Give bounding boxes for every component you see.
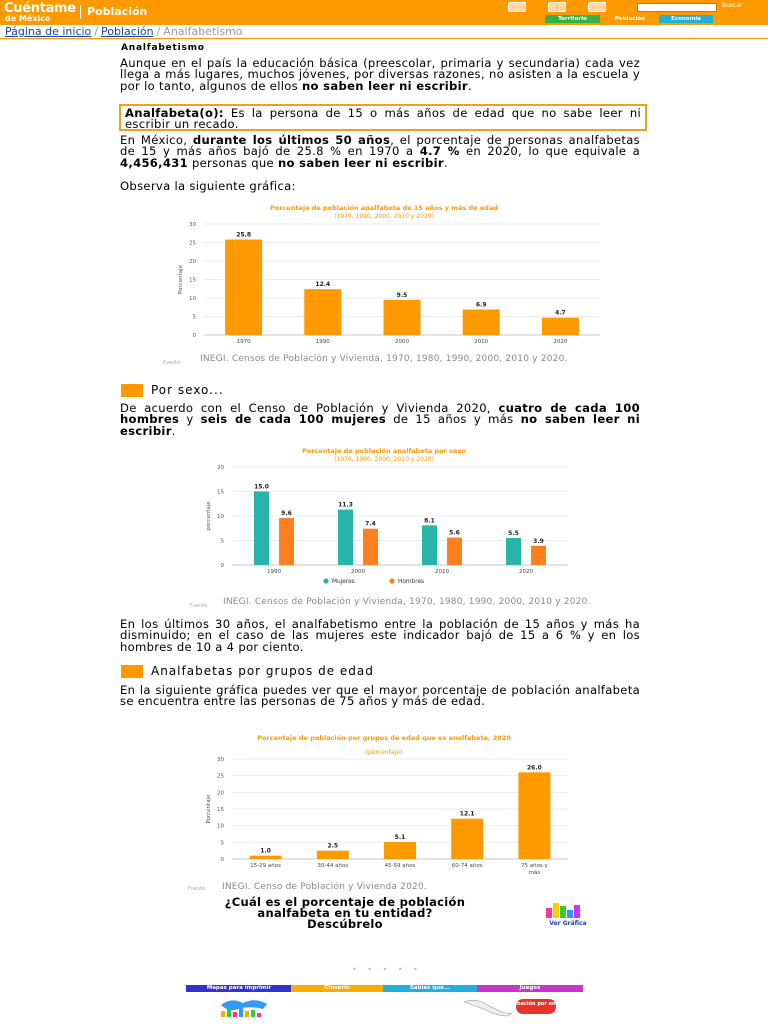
y-tick-label: 25 xyxy=(189,240,196,247)
x-tick-label: 2000 xyxy=(395,339,409,345)
logo-sub-text: de México xyxy=(5,14,51,23)
x-tick-label: 60-74 años xyxy=(451,863,483,869)
breadcrumb-current: Analfabetismo xyxy=(163,25,243,38)
chart3-source: INEGI. Censo de Población y Vivienda 2020. xyxy=(222,882,427,892)
y-tick-label: 5 xyxy=(220,840,224,847)
x-tick-label: 1970 xyxy=(236,339,251,345)
breadcrumb-separator: / xyxy=(156,25,161,38)
tab-economia[interactable]: Economía xyxy=(659,15,713,23)
x-tick-label: más xyxy=(528,870,541,876)
footer-glosario-link[interactable]: Glosario xyxy=(291,985,383,992)
x-tick-label: 2020 xyxy=(553,339,568,345)
source-label: Fuente: xyxy=(190,603,209,609)
chart-bar xyxy=(304,289,341,335)
chart-title: Porcentaje de población por grupos de edad que es analfabeta, 2020 xyxy=(257,734,511,742)
x-tick-label: 2000 xyxy=(351,569,365,575)
y-axis-label: Porcentaje xyxy=(178,265,184,294)
search-button[interactable]: Buscar xyxy=(722,2,743,9)
y-axis-label: porcentaje xyxy=(206,501,212,531)
chart-title: Porcentaje de población analfabeta de 15 años y más de edad xyxy=(270,204,498,212)
chart-bar xyxy=(384,300,421,335)
x-tick-label: 1990 xyxy=(267,569,281,575)
chart-bar xyxy=(250,856,282,859)
legend-marker xyxy=(323,578,328,583)
observe-text: Observa la siguiente gráfica: xyxy=(120,179,296,193)
source-label: Fuente: xyxy=(163,360,182,366)
y-tick-label: 10 xyxy=(217,514,224,520)
data-label: 26.0 xyxy=(526,764,542,772)
chart-bar xyxy=(422,525,437,565)
chart2-source: INEGI. Censos de Población y Vivienda, 1970, 1980, 1990, 2000, 2010 y 2020. xyxy=(223,597,591,607)
header-divider xyxy=(80,5,81,19)
sexo-heading-text: Por sexo... xyxy=(151,383,224,397)
breadcrumb-separator: / xyxy=(94,25,99,38)
y-tick-label: 25 xyxy=(217,773,224,780)
data-label: 7.4 xyxy=(365,520,376,528)
y-axis-label: Porcentaje xyxy=(206,794,212,824)
cuentame-mascot-icon[interactable] xyxy=(217,995,272,1019)
grupos-paragraph: En la siguiente gráfica puedes ver que el mayor porcentaje de población analfabeta se encuentra entre las personas de 75 años y más de edad. xyxy=(120,683,640,709)
y-tick-label: 0 xyxy=(220,857,224,863)
chart-bar xyxy=(317,851,349,859)
data-label: 6.9 xyxy=(475,301,487,309)
chart-literacy-by-sex xyxy=(190,442,580,592)
question-line: ¿Cuál es el porcentaje de población xyxy=(224,895,466,909)
y-tick-label: 10 xyxy=(217,823,224,830)
cuentame-logo[interactable] xyxy=(4,1,76,24)
data-label: 5.6 xyxy=(449,529,460,537)
y-tick-label: 0 xyxy=(220,563,224,569)
y-tick-label: 15 xyxy=(217,489,224,496)
definition-term: Analfabeta(o): xyxy=(125,106,224,120)
x-tick-label: 2010 xyxy=(435,569,449,575)
data-label: 8.1 xyxy=(424,517,435,525)
header-section-title: Población xyxy=(87,5,148,18)
data-label: 2.5 xyxy=(327,842,339,850)
data-label: 1.0 xyxy=(260,847,271,855)
data-label: 9.5 xyxy=(396,291,408,299)
footer-sabias-link[interactable]: Sabías que... xyxy=(383,985,477,992)
data-label: 25.8 xyxy=(236,231,252,239)
breadcrumb xyxy=(5,25,243,38)
chart-bar xyxy=(363,529,378,565)
tab-territorio[interactable]: Territorio xyxy=(545,15,600,23)
chart-bar xyxy=(463,309,500,335)
definition-box xyxy=(119,104,647,131)
ver-grafica-link[interactable]: Ver Gráfica xyxy=(549,920,587,927)
chart-bar xyxy=(518,772,550,859)
pagination-dots: • • • • • xyxy=(352,965,422,974)
chart-bar xyxy=(384,842,416,859)
chart-literacy-by-age xyxy=(190,730,580,878)
footer-mapas-link[interactable]: Mapas para imprimir xyxy=(186,985,292,992)
legend-label: Hombres xyxy=(398,579,425,585)
footer-juegos-link[interactable]: Juegos xyxy=(477,985,583,992)
y-tick-label: 20 xyxy=(217,790,224,797)
legend-marker xyxy=(389,578,394,583)
ultimos-paragraph: En los últimos 30 años, el analfabetismo entre la población de 15 años y más ha disminuido; en el caso de las mujeres este indicador bajó de 15 a 6 % y en los hombres de 10 a 4 por ciento. xyxy=(120,617,640,654)
mexico-paragraph: En México, durante los últimos 50 años, el porcentaje de personas analfabetas de 15 y más años bajó de 25.8 % en 1970 a 4.7 % en 2020, lo que equivale a 4,456,431 personas que no saben leer ni escribir. xyxy=(120,133,640,170)
x-tick-label: 45-59 años xyxy=(384,863,416,869)
y-tick-label: 0 xyxy=(192,333,196,339)
x-tick-label: 15-29 años xyxy=(250,863,282,869)
chart-subtitle: (1970, 1990, 2000, 2010 y 2020) xyxy=(334,456,434,463)
intro-paragraph: Aunque en el país la educación básica (preescolar, primaria y secundaria) cada vez llega a más lugares, muchos jóvenes, por diversas razones, no asisten a la escuela y por lo tanto, algunos de ellos no saben leer ni escribir. xyxy=(120,56,640,93)
logo-main-text: Cuéntame xyxy=(4,1,76,16)
grupos-heading-text: Analfabetas por grupos de edad xyxy=(151,664,374,678)
y-tick-label: 15 xyxy=(189,277,196,284)
source-label: Fuente: xyxy=(188,886,207,892)
censo-paragraph: De acuerdo con el Censo de Población y Vivienda 2020, cuatro de cada 100 hombres y seis de cada 100 mujeres de 15 años y más no saben leer ni escribir. xyxy=(120,401,641,438)
chart-bar xyxy=(279,518,294,565)
y-tick-label: 15 xyxy=(217,807,224,813)
chart-bar xyxy=(451,819,483,859)
chart-bar xyxy=(447,538,462,565)
data-label: 11.3 xyxy=(338,501,353,509)
chart-title: Porcentaje de población analfabeta por sexo xyxy=(301,447,467,455)
chart-bar xyxy=(338,510,353,565)
x-tick-label: 75 años y xyxy=(520,863,548,869)
breadcrumb-home-link[interactable]: Página de inicio xyxy=(5,25,92,38)
y-tick-label: 20 xyxy=(189,259,196,265)
heading-marker xyxy=(121,665,143,678)
x-tick-label: 30-44 años xyxy=(317,863,349,869)
entity-question xyxy=(170,897,520,930)
question-line: analfabeta en tu entidad? xyxy=(257,906,433,920)
question-line: Descúbrelo xyxy=(307,917,383,931)
data-label: 12.4 xyxy=(315,281,331,289)
chart-bar xyxy=(506,538,521,565)
data-label: 15.0 xyxy=(254,483,269,491)
chart1-source: INEGI. Censos de Población y Vivienda, 1970, 1980, 1990, 2000, 2010 y 2020. xyxy=(200,354,568,364)
data-label: 3.9 xyxy=(533,537,544,545)
breadcrumb-rule xyxy=(0,38,768,39)
chart-literacy-trend xyxy=(160,198,600,350)
data-label: 12.1 xyxy=(459,810,475,818)
breadcrumb-section-link[interactable]: Población xyxy=(101,25,154,38)
chart-bar xyxy=(542,318,579,335)
y-tick-label: 5 xyxy=(192,314,196,321)
x-tick-label: 2020 xyxy=(519,569,533,575)
chart-subtitle: (porcentaje) xyxy=(365,749,403,756)
legend-label: Mujeres xyxy=(332,579,355,585)
chart-bar xyxy=(254,492,269,566)
search-input[interactable] xyxy=(637,3,717,12)
data-label: 4.7 xyxy=(555,309,566,317)
data-label: 5.5 xyxy=(508,530,519,538)
home-icon[interactable] xyxy=(548,2,566,12)
top-header-bar xyxy=(0,0,768,25)
print-icon[interactable] xyxy=(508,2,526,12)
heading-marker xyxy=(121,384,143,397)
tab-poblacion[interactable]: Población xyxy=(604,15,656,23)
mexico-map-icon[interactable] xyxy=(462,996,571,1018)
y-tick-label: 10 xyxy=(189,296,196,302)
data-label: 9.6 xyxy=(281,509,292,517)
chart-bar xyxy=(225,240,262,335)
x-tick-label: 1990 xyxy=(315,339,330,345)
chart-bar xyxy=(531,546,546,565)
mail-icon[interactable] xyxy=(588,2,606,12)
data-label: 5.1 xyxy=(394,834,406,841)
y-tick-label: 30 xyxy=(189,222,196,228)
info-entidad-label: Información por entidad xyxy=(501,1001,571,1007)
chart-subtitle: (1970, 1990, 2000, 2010 y 2020) xyxy=(334,213,434,220)
definition-text: Es la persona de 15 o más años de edad que no sabe leer ni escribir un recado. xyxy=(125,106,641,132)
y-tick-label: 30 xyxy=(217,757,224,763)
y-tick-label: 5 xyxy=(220,538,224,545)
x-tick-label: 2010 xyxy=(474,339,489,345)
page-title: Analfabetismo xyxy=(121,43,205,53)
y-tick-label: 20 xyxy=(217,465,224,471)
